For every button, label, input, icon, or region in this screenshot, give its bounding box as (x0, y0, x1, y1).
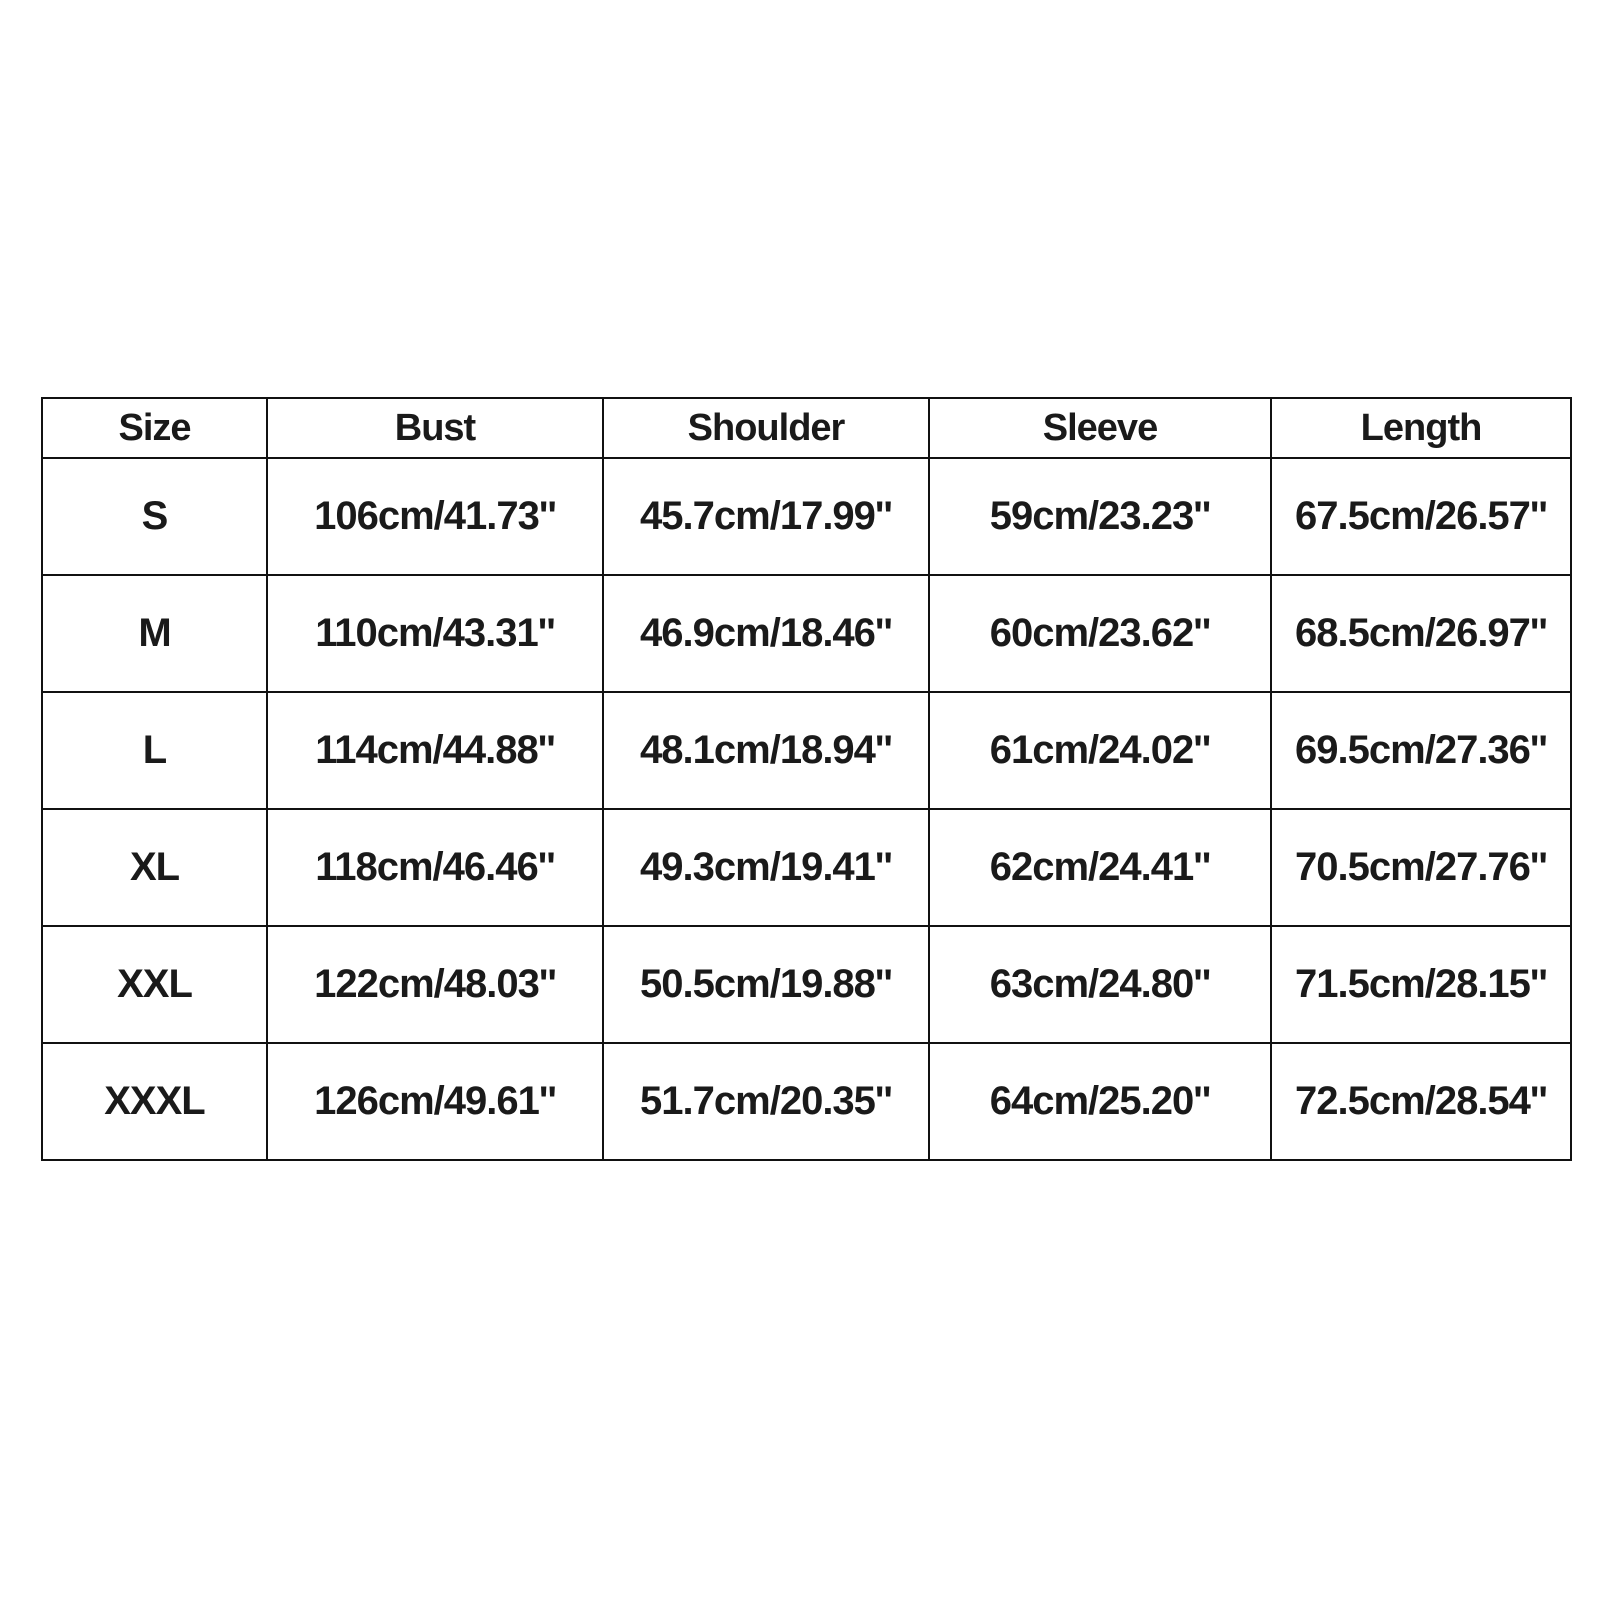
header-bust: Bust (267, 398, 603, 458)
table-row (42, 1043, 1571, 1160)
cell-size: L (42, 692, 267, 809)
header-row (42, 398, 1571, 458)
cell-shoulder: 49.3cm/19.41'' (603, 809, 929, 926)
cell-shoulder: 50.5cm/19.88'' (603, 926, 929, 1043)
cell-length: 67.5cm/26.57'' (1271, 458, 1571, 575)
size-chart-table (41, 397, 1572, 1161)
table-body (42, 458, 1571, 1160)
cell-sleeve: 63cm/24.80'' (929, 926, 1271, 1043)
table-row (42, 926, 1571, 1043)
cell-length: 72.5cm/28.54'' (1271, 1043, 1571, 1160)
cell-bust: 122cm/48.03'' (267, 926, 603, 1043)
cell-sleeve: 59cm/23.23'' (929, 458, 1271, 575)
cell-length: 71.5cm/28.15'' (1271, 926, 1571, 1043)
cell-shoulder: 46.9cm/18.46'' (603, 575, 929, 692)
cell-size: XXL (42, 926, 267, 1043)
cell-bust: 118cm/46.46'' (267, 809, 603, 926)
table-row (42, 575, 1571, 692)
header-shoulder: Shoulder (603, 398, 929, 458)
cell-length: 70.5cm/27.76'' (1271, 809, 1571, 926)
cell-size: S (42, 458, 267, 575)
table-row (42, 458, 1571, 575)
cell-bust: 114cm/44.88'' (267, 692, 603, 809)
cell-sleeve: 61cm/24.02'' (929, 692, 1271, 809)
table-row (42, 692, 1571, 809)
cell-shoulder: 51.7cm/20.35'' (603, 1043, 929, 1160)
cell-bust: 110cm/43.31'' (267, 575, 603, 692)
cell-sleeve: 64cm/25.20'' (929, 1043, 1271, 1160)
header-length: Length (1271, 398, 1571, 458)
cell-size: XL (42, 809, 267, 926)
header-sleeve: Sleeve (929, 398, 1271, 458)
cell-length: 69.5cm/27.36'' (1271, 692, 1571, 809)
cell-length: 68.5cm/26.97'' (1271, 575, 1571, 692)
cell-shoulder: 45.7cm/17.99'' (603, 458, 929, 575)
table-row (42, 809, 1571, 926)
cell-bust: 126cm/49.61'' (267, 1043, 603, 1160)
table-header (42, 398, 1571, 458)
cell-size: XXXL (42, 1043, 267, 1160)
header-size: Size (42, 398, 267, 458)
cell-bust: 106cm/41.73'' (267, 458, 603, 575)
cell-sleeve: 60cm/23.62'' (929, 575, 1271, 692)
cell-size: M (42, 575, 267, 692)
cell-sleeve: 62cm/24.41'' (929, 809, 1271, 926)
cell-shoulder: 48.1cm/18.94'' (603, 692, 929, 809)
